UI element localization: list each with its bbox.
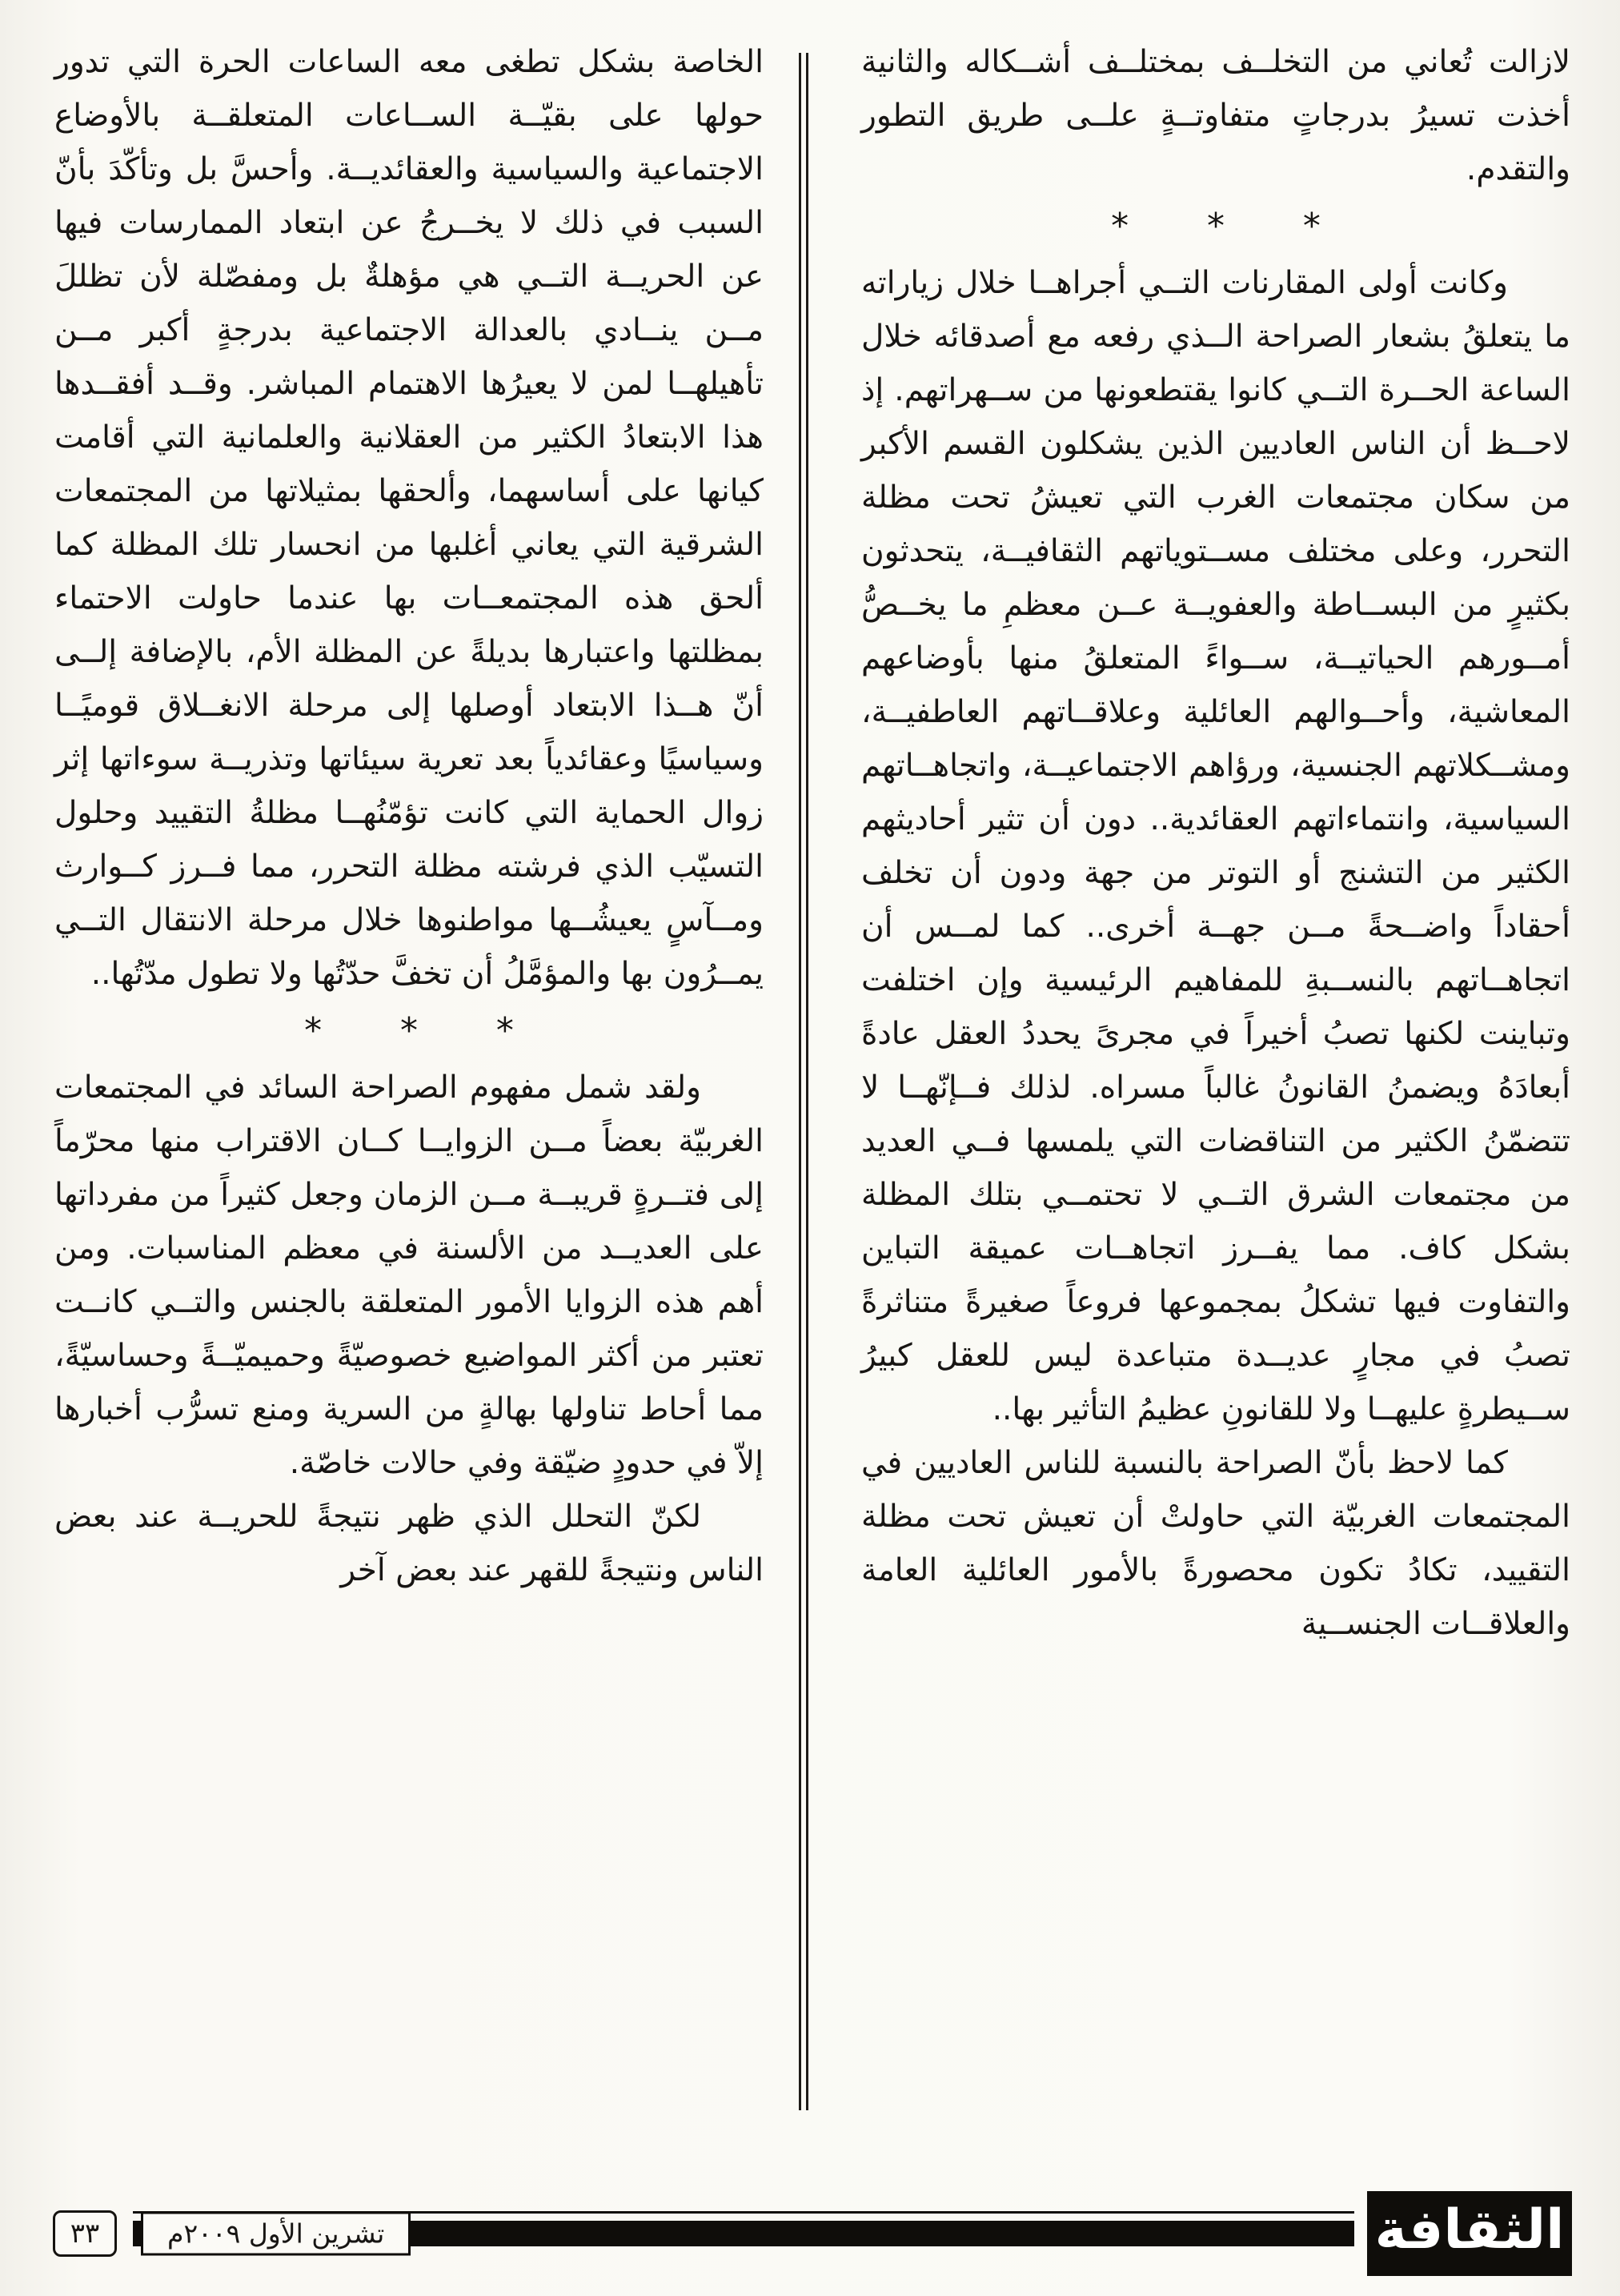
footer-bar [133,2218,1354,2250]
footer [53,2190,1572,2277]
paragraph: ولقد شمل مفهوم الصراحة السائد في المجتمعات الغربيّة بعضاً مــن الزوايــا كــان الاقتراب منها محرّماً إلى فتــرةٍ قريبــة مــن الزمان وجعل كثيراً من مفرداتها على العديــد من الألسنة في معظم المناسبات. ومن أهم هذه الزوايا الأمور المتعلقة بالجنس والتــي كانــت تعتبر من أكثر المواضيع خصوصيّةً وحميميّــةً وحساسيّةً، مما أحاط تناولها بهالةٍ من السرية ومنع تسرُّب أخبارها إلاّ في حدودٍ ضيّقة وفي حالات خاصّة. [54,1070,764,1481]
paragraph: الخاصة بشكل تطغى معه الساعات الحرة التي تدور حولها على بقيّــة الســاعات المتعلقــة بالأوضاع الاجتماعية والسياسية والعقائديــة. وأحسَّ بل وتأكّدَ بأنّ السبب في ذلك لا يخــرجُ عن ابتعاد الممارسات فيها عن الحريــة التــي هي مؤهلةٌ بل ومفصّلة لأن تظللَ مــن ينــادي بالعدالة الاجتماعية بدرجةٍ أكبر مــن تأهيلهــا لمن لا يعيرُها الاهتمام المباشر. وقــد أفقــدها هذا الابتعادُ الكثير من العقلانية والعلمانية التي أقامت كيانها على أساسهما، وألحقها بمثيلاتها من المجتمعات الشرقية التي يعاني أغلبها من انحسار تلك المظلة كما ألحق هذه المجتمعــات بها عندما حاولت الاحتماء بمظلتها واعتبارها بديلةً عن المظلة الأم، بالإضافة إلــى أنّ هــذا الابتعاد أوصلها إلى مرحلة الانغــلاق قوميًــا وسياسيًا وعقائدياً بعد تعرية سيئاتها وتذريــة سوءاتها إثر زوال الحماية التي كانت تؤمّنُهــا مظلةُ التقييد وحلول التسيّب الذي فرشته مظلة التحرر، مما فــرز كــوارث ومــآسٍ يعيشُــها مواطنوها خلال مرحلة الانتقال التــي يمــرُون بها والمؤمَّلُ أن تخفَّ حدّتُها ولا تطول مدّتُها.. [54,44,764,992]
paragraph: لكنّ التحلل الذي ظهر نتيجةً للحريــة عند بعض الناس ونتيجةً للقهر عند بعض آخر [54,1499,764,1588]
page-number-box [53,2210,117,2257]
paragraph: لازالت تُعاني من التخلــف بمختلــف أشــكاله والثانية أخذت تسيرُ بدرجاتٍ متفاوتــةٍ علــى طريق التطور والتقدم. [861,44,1570,187]
paragraph: * * * [304,1010,514,1051]
paragraph: كما لاحظ بأنّ الصراحة بالنسبة للناس العاديين في المجتمعات الغربيّة التي حاولتْ أن تعيش تحت مظلة التقييد، تكادُ تكون محصورةً بالأمور العائلية العامة والعلاقــات الجنســية [861,1445,1570,1642]
issue-date: تشرين الأول ٢٠٠٩م [167,2218,385,2250]
paragraph: وكانت أولى المقارنات التــي أجراهــا خلال زياراته ما يتعلقُ بشعار الصراحة الــذي رفعه مع أصدقائه خلال الساعة الحــرة التــي كانوا يقتطعونها من ســهراتهم. إذ لاحــظ أن الناس العاديين الذين يشكلون القسم الأكبر من سكان مجتمعات الغرب التي تعيشُ تحت مظلة التحرر، وعلى مختلف مســتوياتهم الثقافيــة، يتحدثون بكثيرٍ من البســاطة والعفويــة عــن معظمِ ما يخــصُّ أمــورهم الحياتيــة، ســواءً المتعلقُ منها بأوضاعهم المعاشية، وأحــوالهم العائلية وعلاقــاتهم العاطفيــة، ومشــكلاتهم الجنسية، ورؤاهم الاجتماعيــة، واتجاهــاتهم السياسية، وانتماءاتهم العقائدية.. دون أن تثير أحاديثهم الكثير من التشنج أو التوتر من جهة ودون أن تخلف أحقاداً واضــحةً مــن جهــة أخرى.. كما لمــس أن اتجاهــاتهم بالنســبةِ للمفاهيم الرئيسية وإن اختلفت وتباينت لكنها تصبُ أخيراً في مجرىً يحددُ العقل عادةً أبعادَهُ ويضمنُ القانونُ غالباً مسراه. لذلك فــإنّهــا لا تتضمّنُ الكثير من التناقضات التي يلمسها فــي العديد من مجتمعات الشرق التــي لا تحتمــي بتلك المظلة بشكل كاف. مما يفــرز اتجاهــات عميقة التباين والتفاوت فيها تشكلُ بمجموعها فروعاً صغيرةً متناثرةً تصبُ في مجارٍ عديــدة متباعدة ليس للعقل كبيرُ ســيطرةٍ عليهــا ولا للقانونِ عظيمُ التأثير بها.. [861,265,1570,1427]
column-divider-rule [799,53,808,2110]
column-right [861,35,1570,1651]
paragraph: * * * [1111,206,1321,247]
column-left [54,35,764,1597]
issue-date-label [141,2212,411,2256]
magazine-logo-text: الثقافة [1374,2198,1565,2262]
magazine-logo [1367,2191,1572,2276]
page-number: ٣٣ [70,2218,100,2250]
